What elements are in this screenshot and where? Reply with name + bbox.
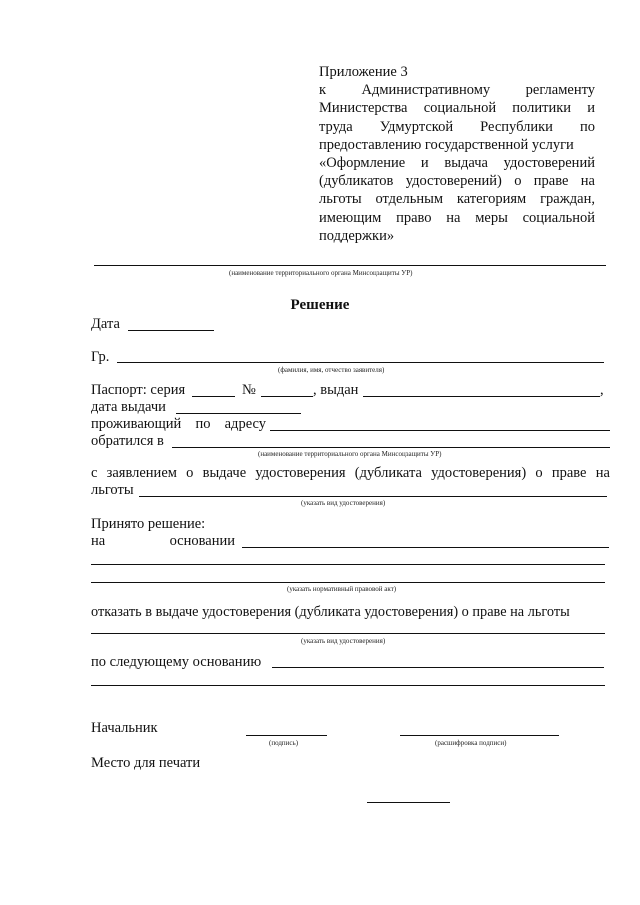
issue-date-label: дата выдачи (91, 399, 166, 415)
appendix-header-word: политики (512, 100, 572, 117)
application-word: удостоверения (255, 465, 346, 481)
seal-line (367, 802, 450, 803)
appendix-header-line (319, 154, 595, 172)
basis-field[interactable] (242, 547, 609, 548)
appendix-header-word: граждан, (540, 191, 595, 208)
application-word: с (91, 465, 98, 481)
appendix-header-word: на (580, 173, 595, 190)
appendix-header-word: социальной (423, 100, 497, 117)
application-word: на (595, 465, 610, 481)
appendix-header-word: к (319, 82, 327, 99)
signature-field[interactable] (246, 735, 327, 736)
application-word: праве (551, 465, 587, 481)
basis-word: на (91, 533, 106, 549)
appendix-header-line (319, 172, 595, 190)
appendix-header-word: (дубликатов (319, 173, 394, 190)
benefits-field[interactable] (139, 496, 607, 497)
appendix-header-word: удостоверений (503, 155, 595, 172)
appendix-header-word: Республики (480, 118, 553, 135)
benefit-type-caption-1: (указать вид удостоверения) (301, 499, 386, 507)
appendix-header-word: Удмуртской (379, 118, 454, 135)
signature-caption: (подпись) (269, 739, 299, 747)
residing-label (91, 416, 266, 433)
following-basis-field[interactable] (272, 667, 604, 668)
date-field[interactable] (128, 330, 214, 331)
passport-series-label: Паспорт: серия (91, 382, 186, 398)
number-label: № (242, 382, 256, 398)
appendix-header-word: поддержки» (319, 227, 395, 244)
benefits-label: льготы (91, 482, 134, 498)
appendix-header (319, 63, 595, 245)
legal-act-caption: (указать нормативный правовой акт) (287, 585, 397, 593)
appendix-header-word: по (579, 118, 595, 135)
benefit-type-caption-2: (указать вид удостоверения) (301, 637, 386, 645)
appendix-header-line (319, 136, 595, 154)
applicant-name-caption: (фамилия, имя, отчество заявителя) (278, 366, 385, 374)
passport-series-field[interactable] (192, 396, 235, 397)
application-word: выдаче (202, 465, 247, 481)
signature-decode-caption: (расшифровка подписи) (435, 739, 507, 747)
head-label: Начальник (91, 720, 158, 736)
residing-word: проживающий (91, 416, 182, 432)
application-word: заявлением (106, 465, 177, 481)
appendix-header-word: льготы (319, 191, 362, 208)
following-basis-field-line-2[interactable] (91, 685, 605, 686)
citizen-label: Гр. (91, 349, 110, 365)
application-word: о (186, 465, 194, 481)
refuse-statement: отказать в выдаче удостоверения (дубликата удостоверения) о праве на льготы (91, 604, 570, 620)
basis-field-line-2[interactable] (91, 564, 605, 565)
appendix-header-line (319, 99, 595, 117)
issued-by-field[interactable] (363, 396, 600, 397)
appendix-header-word: категориям (456, 191, 527, 208)
appendix-header-word: регламенту (525, 82, 595, 99)
appendix-header-line (319, 190, 595, 208)
appendix-header-word: удостоверений) (405, 173, 502, 190)
appendix-header-word: меры (475, 209, 508, 226)
applicant-name-field[interactable] (117, 362, 604, 363)
following-basis-label: по следующему основанию (91, 654, 262, 670)
appendix-header-word: Министерства (319, 100, 408, 117)
appendix-header-word: труда (319, 118, 353, 135)
applied-organ-field[interactable] (172, 447, 610, 448)
appendix-header-line (319, 118, 595, 136)
appendix-header-word: имеющим (319, 209, 382, 226)
application-word: (дубликата (354, 465, 422, 481)
applied-label: обратился в (91, 433, 164, 449)
appendix-header-word: выдача (444, 155, 488, 172)
residing-word: по (195, 416, 211, 432)
issue-date-field[interactable] (176, 413, 301, 414)
basis-field-line-3[interactable] (91, 582, 605, 583)
appendix-header-line (319, 63, 595, 81)
decision-label: Принято решение: (91, 516, 206, 532)
residing-word: адресу (224, 416, 266, 432)
appendix-header-word: Административному (361, 82, 491, 99)
issued-label: , выдан (313, 382, 359, 398)
basis-label (91, 533, 235, 550)
appendix-header-line (319, 81, 595, 99)
appendix-header-word: отдельным (375, 191, 443, 208)
basis-word: основании (169, 533, 235, 549)
appendix-header-line (319, 209, 595, 227)
date-label: Дата (91, 316, 120, 332)
appendix-header-word: и (420, 155, 429, 172)
seal-place-label: Место для печати (91, 755, 201, 771)
appendix-header-word: право (396, 209, 432, 226)
appendix-header-word: на (446, 209, 461, 226)
comma-mark: , (600, 382, 604, 398)
refused-benefit-field[interactable] (91, 633, 605, 634)
signature-decode-field[interactable] (400, 735, 559, 736)
applied-organ-caption: (наименование территориального органа Минсоцзащиты УР) (258, 450, 442, 458)
appendix-header-word: «Оформление (319, 155, 406, 172)
appendix-header-word: праве (533, 173, 569, 190)
address-field[interactable] (270, 430, 610, 431)
appendix-header-word: социальной (522, 209, 595, 226)
passport-number-field[interactable] (261, 396, 313, 397)
appendix-header-word: о (514, 173, 522, 190)
territorial-organ-line[interactable] (94, 265, 606, 266)
territorial-organ-caption: (наименование территориального органа Минсоцзащиты УР) (229, 269, 413, 277)
document-title: Решение (290, 297, 350, 313)
appendix-header-word: и (587, 100, 595, 117)
application-word: о (535, 465, 543, 481)
appendix-header-word: Приложение 3 (319, 64, 408, 80)
appendix-header-word: предоставлению государственной услуги (319, 136, 574, 153)
application-word: удостоверения) (431, 465, 527, 481)
appendix-header-line (319, 227, 595, 245)
application-statement (91, 465, 610, 482)
